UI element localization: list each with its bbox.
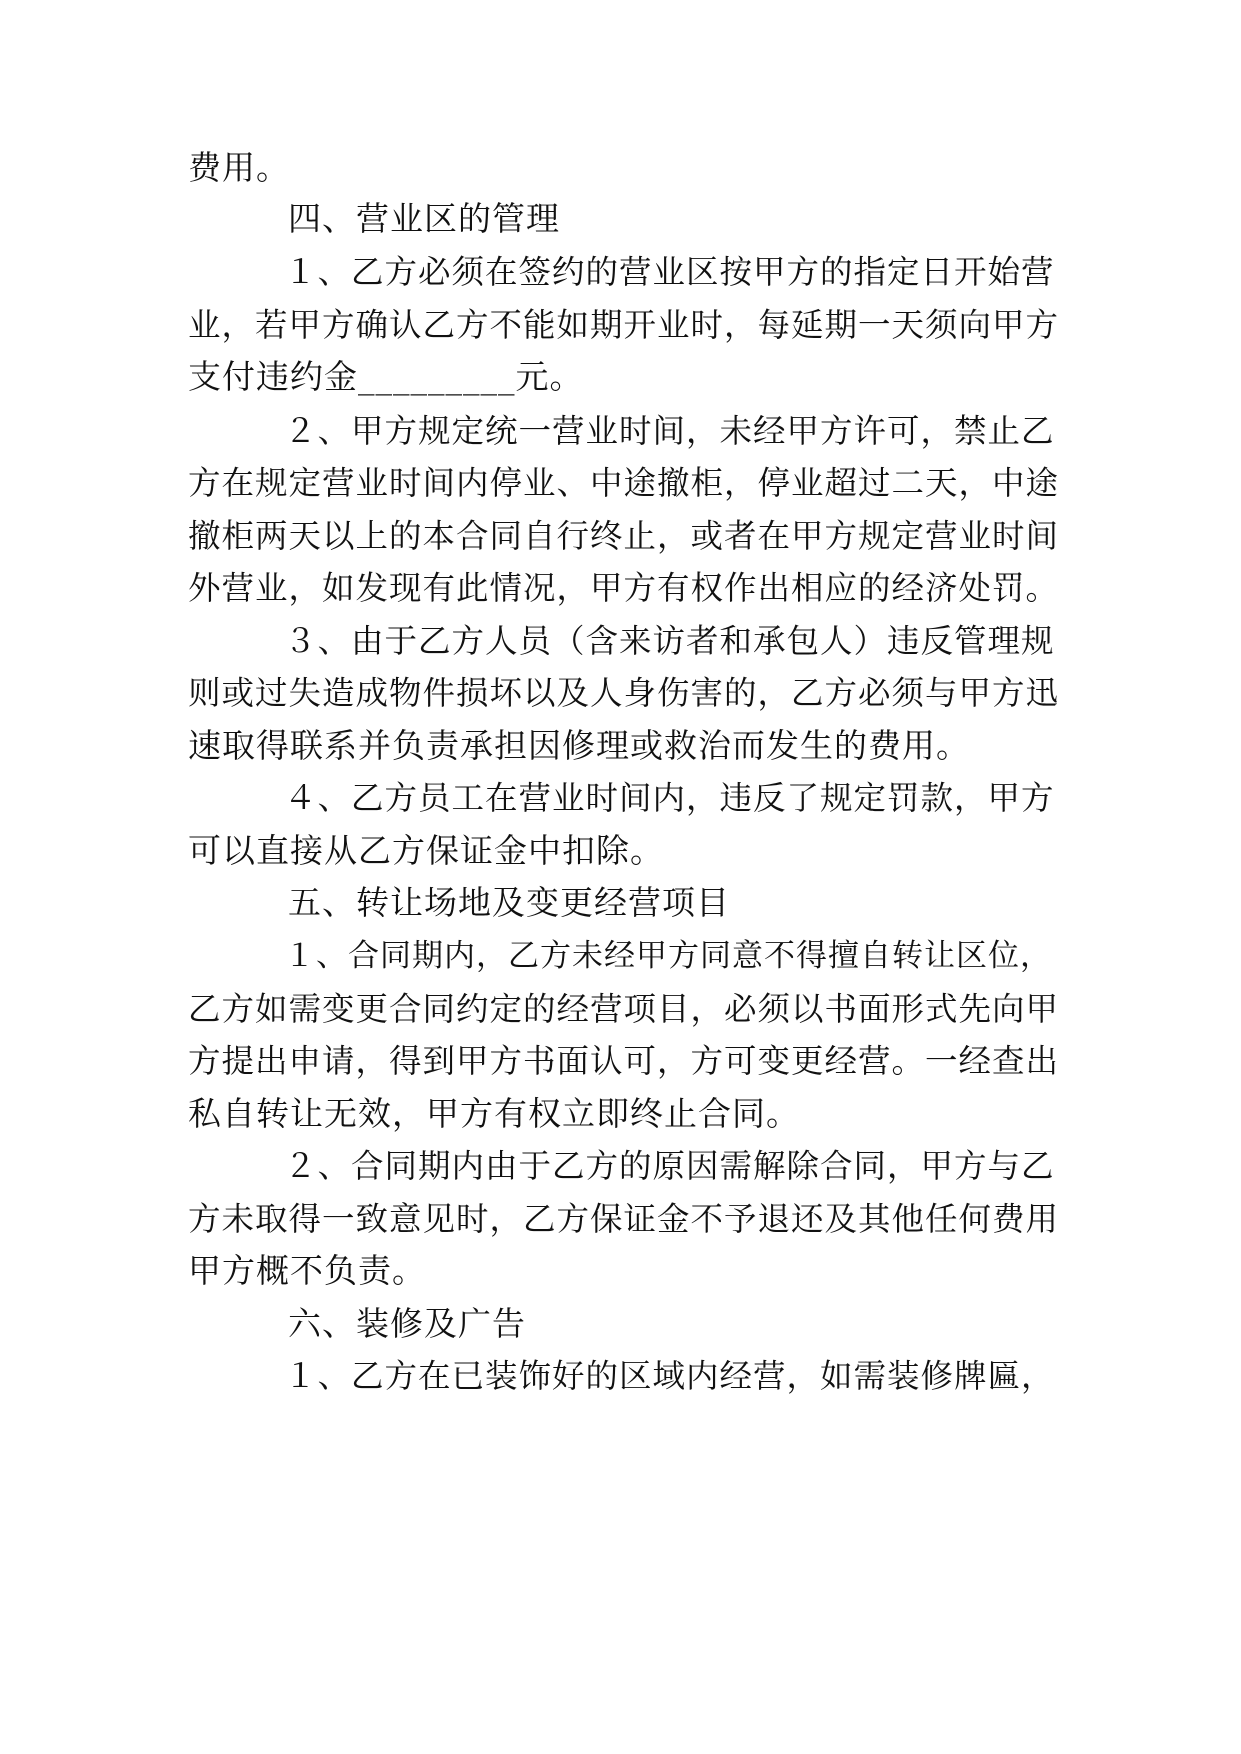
paragraph-line: 支付违约金_________元。 bbox=[188, 357, 584, 396]
paragraph-line: ２、甲方规定统一营业时间，未经甲方许可，禁止乙 bbox=[284, 412, 1055, 450]
paragraph-line: 撤柜两天以上的本合同自行终止，或者在甲方规定营业时间 bbox=[188, 517, 1060, 555]
section-heading: 五、转让场地及变更经营项目 bbox=[288, 883, 730, 922]
paragraph-line: 甲方概不负责。 bbox=[188, 1251, 426, 1290]
paragraph-line: １、乙方在已装饰好的区域内经营，如需装修牌匾， bbox=[284, 1357, 1055, 1395]
paragraph-line: 方未取得一致意见时，乙方保证金不予退还及其他任何费用 bbox=[188, 1200, 1060, 1238]
paragraph-line: １、合同期内，乙方未经甲方同意不得擅自转让区位， bbox=[284, 938, 1052, 974]
paragraph-line: １、乙方必须在签约的营业区按甲方的指定日开始营 bbox=[284, 253, 1055, 291]
paragraph-line: 业，若甲方确认乙方不能如期开业时，每延期一天须向甲方 bbox=[188, 306, 1060, 344]
paragraph-line: ３、由于乙方人员（含来访者和承包人）违反管理规 bbox=[284, 622, 1055, 660]
paragraph-line: ２、合同期内由于乙方的原因需解除合同，甲方与乙 bbox=[284, 1147, 1055, 1185]
paragraph-line: 可以直接从乙方保证金中扣除。 bbox=[188, 831, 664, 870]
paragraph-line: 私自转让无效，甲方有权立即终止合同。 bbox=[188, 1094, 800, 1133]
paragraph-line: ４、乙方员工在营业时间内，违反了规定罚款，甲方 bbox=[284, 779, 1055, 817]
paragraph-line: 方在规定营业时间内停业、中途撤柜，停业超过二天，中途 bbox=[188, 464, 1060, 502]
paragraph-line: 费用。 bbox=[188, 148, 290, 187]
section-heading: 四、营业区的管理 bbox=[288, 199, 560, 238]
section-heading: 六、装修及广告 bbox=[288, 1304, 526, 1343]
paragraph-line: 则或过失造成物件损坏以及人身伤害的，乙方必须与甲方迅 bbox=[188, 674, 1060, 712]
paragraph-line: 方提出申请，得到甲方书面认可，方可变更经营。一经查出 bbox=[188, 1042, 1060, 1080]
paragraph-line: 外营业，如发现有此情况，甲方有权作出相应的经济处罚。 bbox=[188, 569, 1060, 607]
paragraph-line: 乙方如需变更合同约定的经营项目，必须以书面形式先向甲 bbox=[188, 990, 1060, 1028]
paragraph-line: 速取得联系并负责承担因修理或救治而发生的费用。 bbox=[188, 726, 970, 765]
